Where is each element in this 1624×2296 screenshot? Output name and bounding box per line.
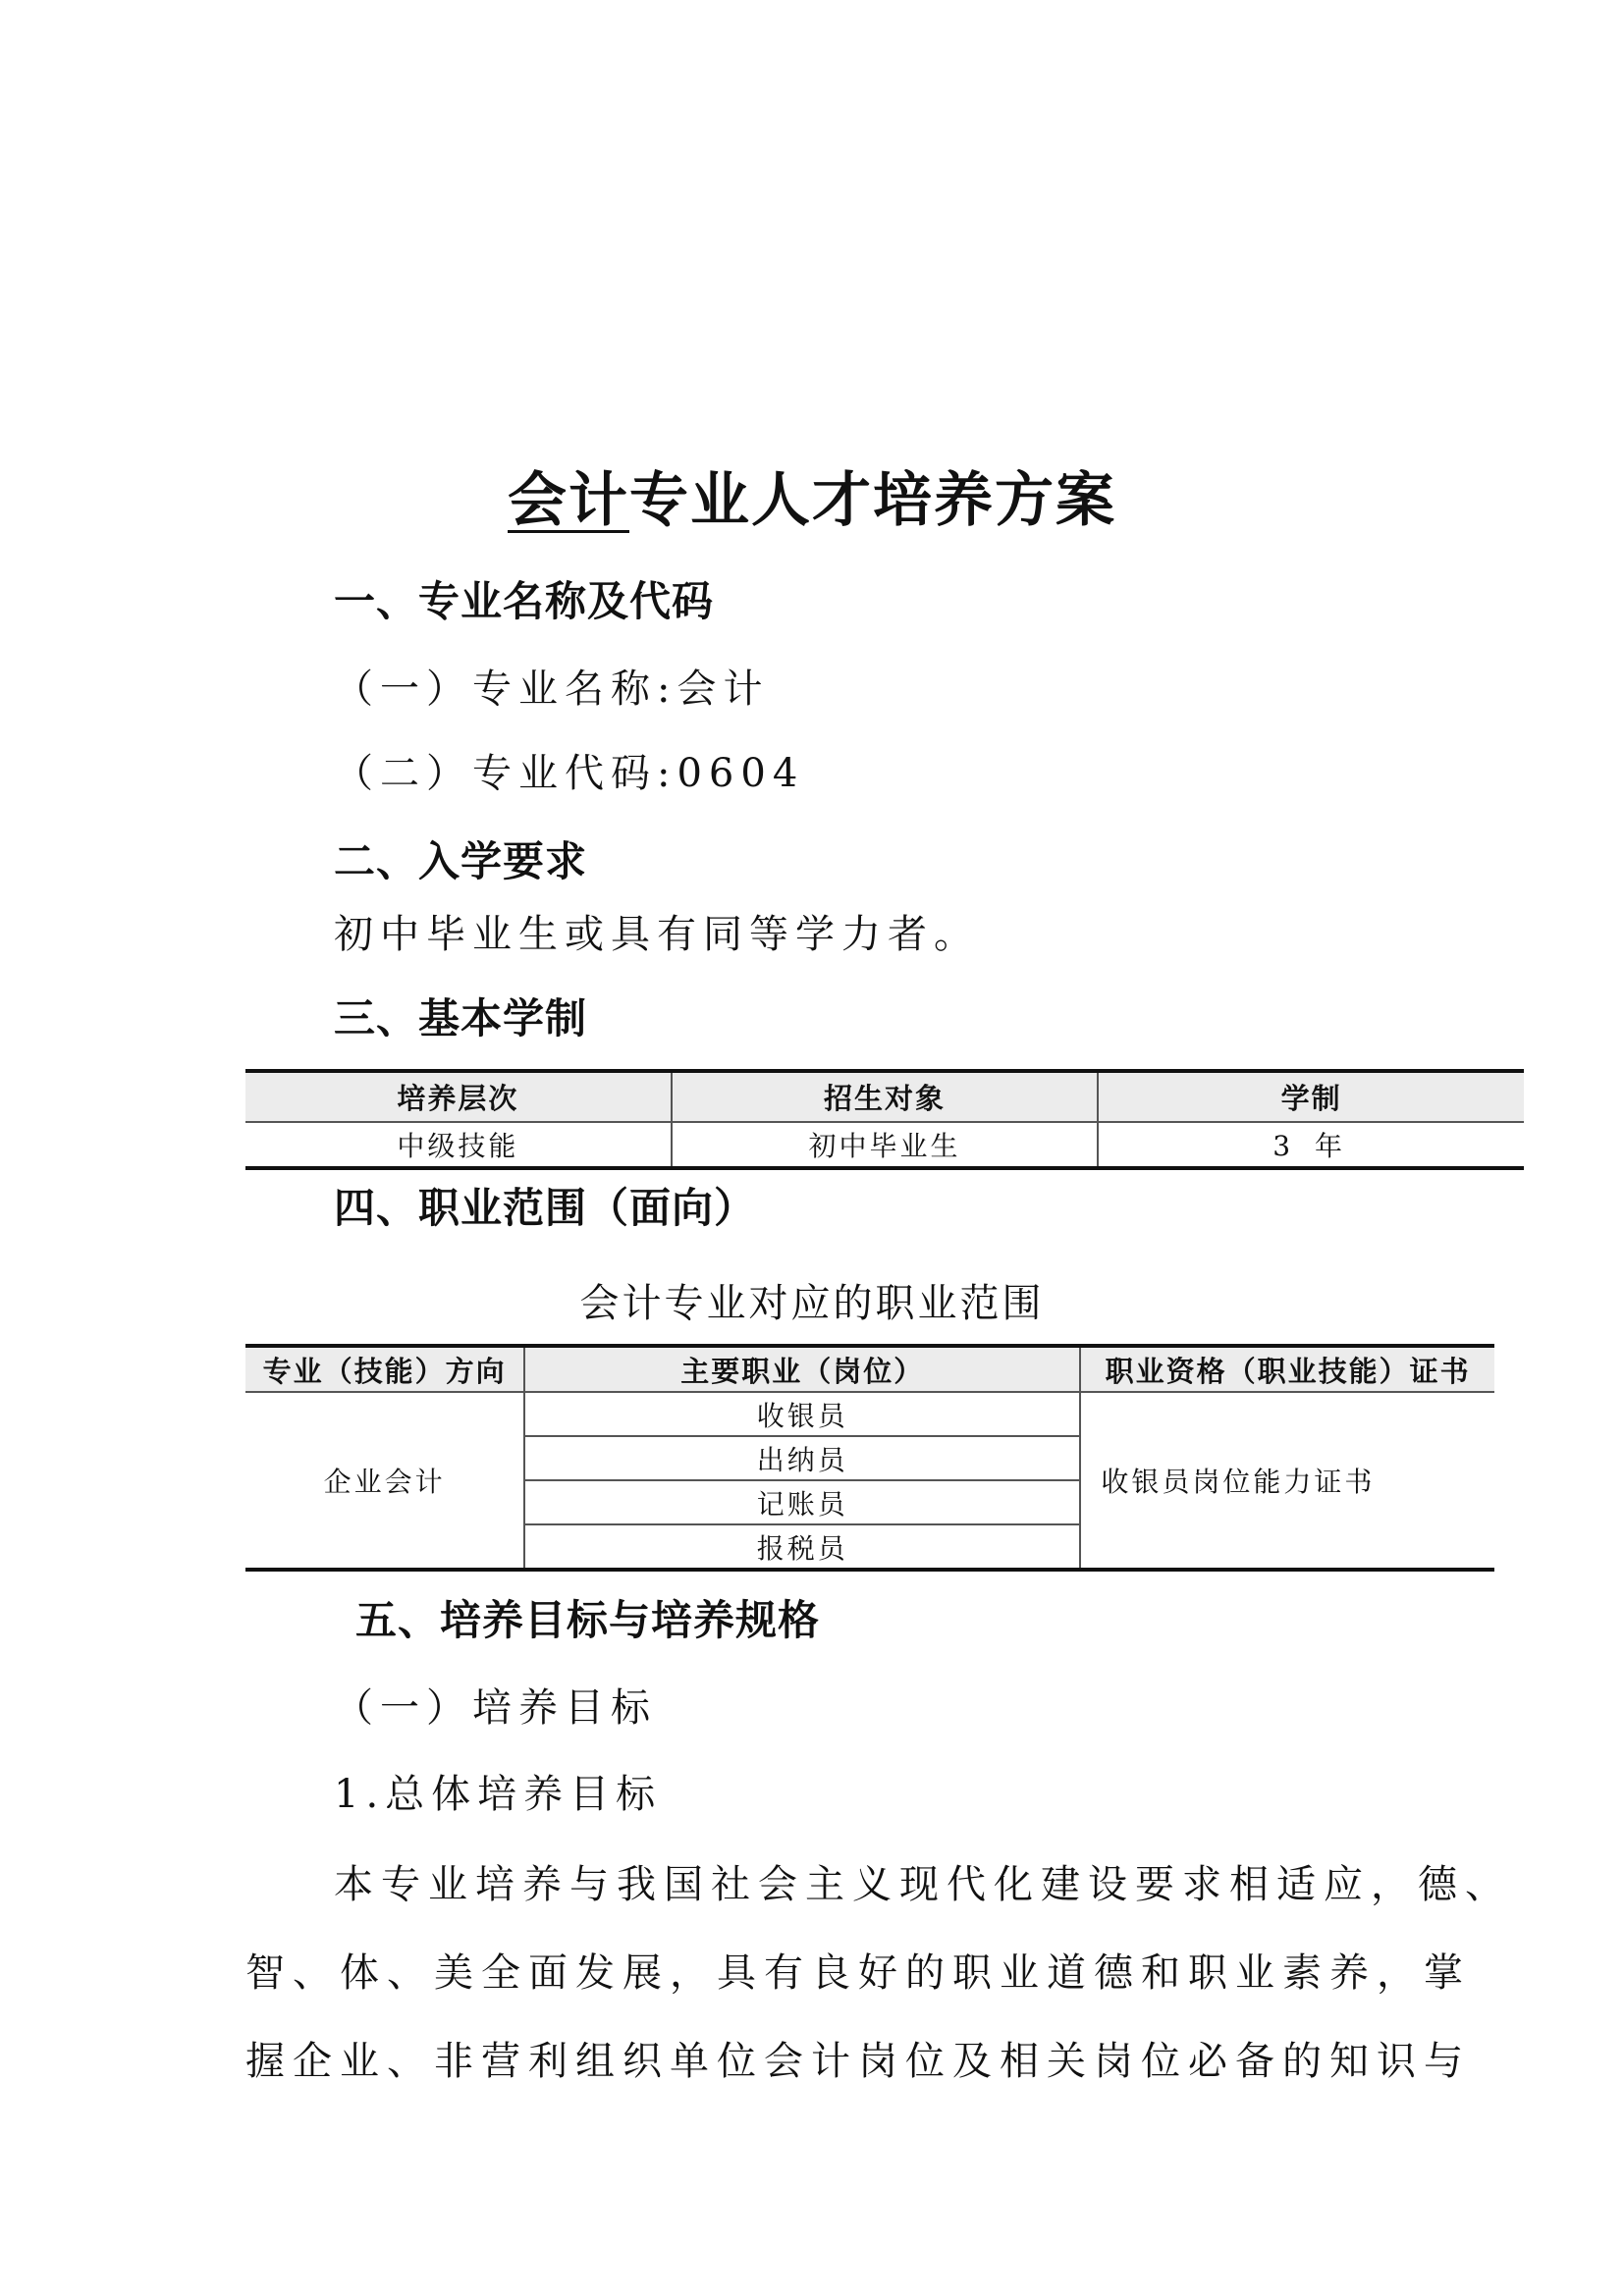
section-5-heading: 五、培养目标与培养规格 xyxy=(355,1596,821,1644)
paragraph-line-2: 智、体、美全面发展，具有良好的职业道德和职业素养，掌 xyxy=(245,1950,1471,1996)
job-cell: 记账员 xyxy=(524,1480,1080,1524)
table-header-cell: 学制 xyxy=(1098,1071,1524,1122)
table-caption: 会计专业对应的职业范围 xyxy=(579,1281,1045,1326)
table-cell: 初中毕业生 xyxy=(672,1122,1099,1168)
job-cell: 出纳员 xyxy=(524,1436,1080,1480)
table-header-cell: 职业资格（职业技能）证书 xyxy=(1080,1346,1494,1392)
paragraph-line-1: 本专业培养与我国社会主义现代化建设要求相适应，德、 xyxy=(334,1862,1512,1907)
subsection-training-goal: （一）培养目标 xyxy=(334,1685,657,1731)
direction-cell: 企业会计 xyxy=(323,1466,446,1498)
page-title xyxy=(0,454,1624,538)
table-cell: 3 年 xyxy=(1098,1122,1524,1168)
table-header-cell: 招生对象 xyxy=(672,1071,1099,1122)
table-row xyxy=(245,1122,1524,1168)
title-rest: 专业人才培养方案 xyxy=(629,466,1116,535)
section-3-heading: 三、基本学制 xyxy=(334,994,588,1042)
paragraph-line-3: 握企业、非营利组织单位会计岗位及相关岗位必备的知识与 xyxy=(245,2039,1471,2084)
admission-text: 初中毕业生或具有同等学力者。 xyxy=(334,912,980,957)
career-scope-table xyxy=(245,1344,1494,1572)
subsection-overall-goal: 1.总体培养目标 xyxy=(334,1772,663,1817)
section-4-heading: 四、职业范围（面向） xyxy=(334,1184,757,1232)
job-cell: 报税员 xyxy=(524,1524,1080,1570)
certificate-cell: 收银员岗位能力证书 xyxy=(1080,1392,1494,1570)
table-cell: 中级技能 xyxy=(397,1130,519,1162)
table-header-row xyxy=(245,1346,1494,1392)
schooling-table xyxy=(245,1069,1524,1170)
major-name: （一）专业名称:会计 xyxy=(334,667,770,712)
job-cell: 收银员 xyxy=(524,1392,1080,1436)
table-row xyxy=(245,1392,1494,1436)
table-header-cell: 主要职业（岗位） xyxy=(524,1346,1080,1392)
major-code: （二）专业代码:0604 xyxy=(334,751,805,796)
section-2-heading: 二、入学要求 xyxy=(334,837,588,885)
section-1-heading: 一、专业名称及代码 xyxy=(334,577,715,625)
table-header-cell: 培养层次 xyxy=(245,1071,672,1122)
title-underlined: 会计 xyxy=(508,466,629,535)
table-header-cell: 专业（技能）方向 xyxy=(245,1346,524,1392)
table-header-row xyxy=(245,1071,1524,1122)
